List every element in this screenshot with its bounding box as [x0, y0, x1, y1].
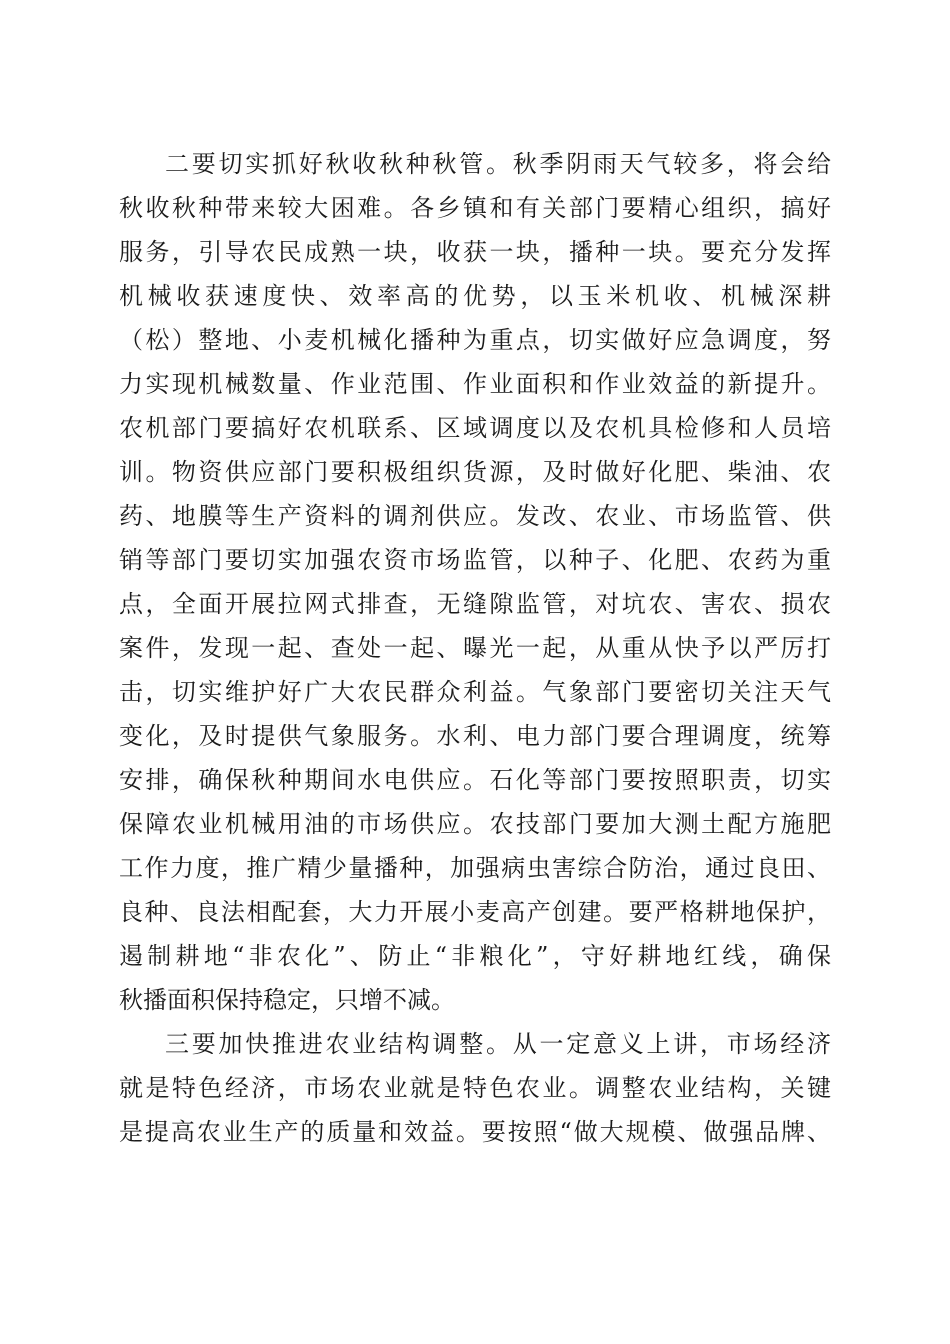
paragraph-1-line-14: 变化，及时提供气象服务。水利、电力部门要合理调度，统筹	[119, 722, 831, 750]
paragraph-1-line-20: 秋播面积保持稳定，只增不减。	[119, 986, 455, 1014]
paragraph-2-line-3: 是提高农业生产的质量和效益。要按照“做大规模、做强品牌、	[119, 1118, 831, 1146]
paragraph-2-line-1: 三要加快推进农业结构调整。从一定意义上讲，市场经济	[165, 1030, 831, 1058]
paragraph-1-line-3: 服务，引导农民成熟一块，收获一块，播种一块。要充分发挥	[119, 238, 831, 266]
paragraph-1-line-5: （松）整地、小麦机械化播种为重点，切实做好应急调度，努	[119, 326, 831, 354]
paragraph-1-line-8: 训。物资供应部门要积极组织货源，及时做好化肥、柴油、农	[119, 458, 831, 486]
paragraph-1-line-7: 农机部门要搞好农机联系、区域调度以及农机具检修和人员培	[119, 414, 831, 442]
paragraph-1-line-2: 秋收秋种带来较大困难。各乡镇和有关部门要精心组织，搞好	[119, 194, 831, 222]
paragraph-1-line-19: 遏制耕地“非农化”、防止“非粮化”，守好耕地红线，确保	[119, 942, 831, 970]
paragraph-1-line-12: 案件，发现一起、查处一起、曝光一起，从重从快予以严厉打	[119, 634, 831, 662]
paragraph-1-line-13: 击，切实维护好广大农民群众利益。气象部门要密切关注天气	[119, 678, 831, 706]
paragraph-1-line-1: 二要切实抓好秋收秋种秋管。秋季阴雨天气较多，将会给	[165, 150, 831, 178]
paragraph-1-line-15: 安排，确保秋种期间水电供应。石化等部门要按照职责，切实	[119, 766, 831, 794]
paragraph-1-line-6: 力实现机械数量、作业范围、作业面积和作业效益的新提升。	[119, 370, 831, 398]
paragraph-1-line-17: 工作力度，推广精少量播种，加强病虫害综合防治，通过良田、	[119, 854, 831, 882]
paragraph-1-line-16: 保障农业机械用油的市场供应。农技部门要加大测土配方施肥	[119, 810, 831, 838]
paragraph-2-line-2: 就是特色经济，市场农业就是特色农业。调整农业结构，关键	[119, 1074, 831, 1102]
document-body	[119, 142, 831, 1154]
paragraph-1-line-9: 药、地膜等生产资料的调剂供应。发改、农业、市场监管、供	[119, 502, 831, 530]
paragraph-1-line-11: 点，全面开展拉网式排查，无缝隙监管，对坑农、害农、损农	[119, 590, 831, 618]
paragraph-1-line-4: 机械收获速度快、效率高的优势，以玉米机收、机械深耕	[119, 282, 831, 310]
paragraph-1-line-10: 销等部门要切实加强农资市场监管，以种子、化肥、农药为重	[119, 546, 831, 574]
paragraph-1-line-18: 良种、良法相配套，大力开展小麦高产创建。要严格耕地保护，	[119, 898, 831, 926]
